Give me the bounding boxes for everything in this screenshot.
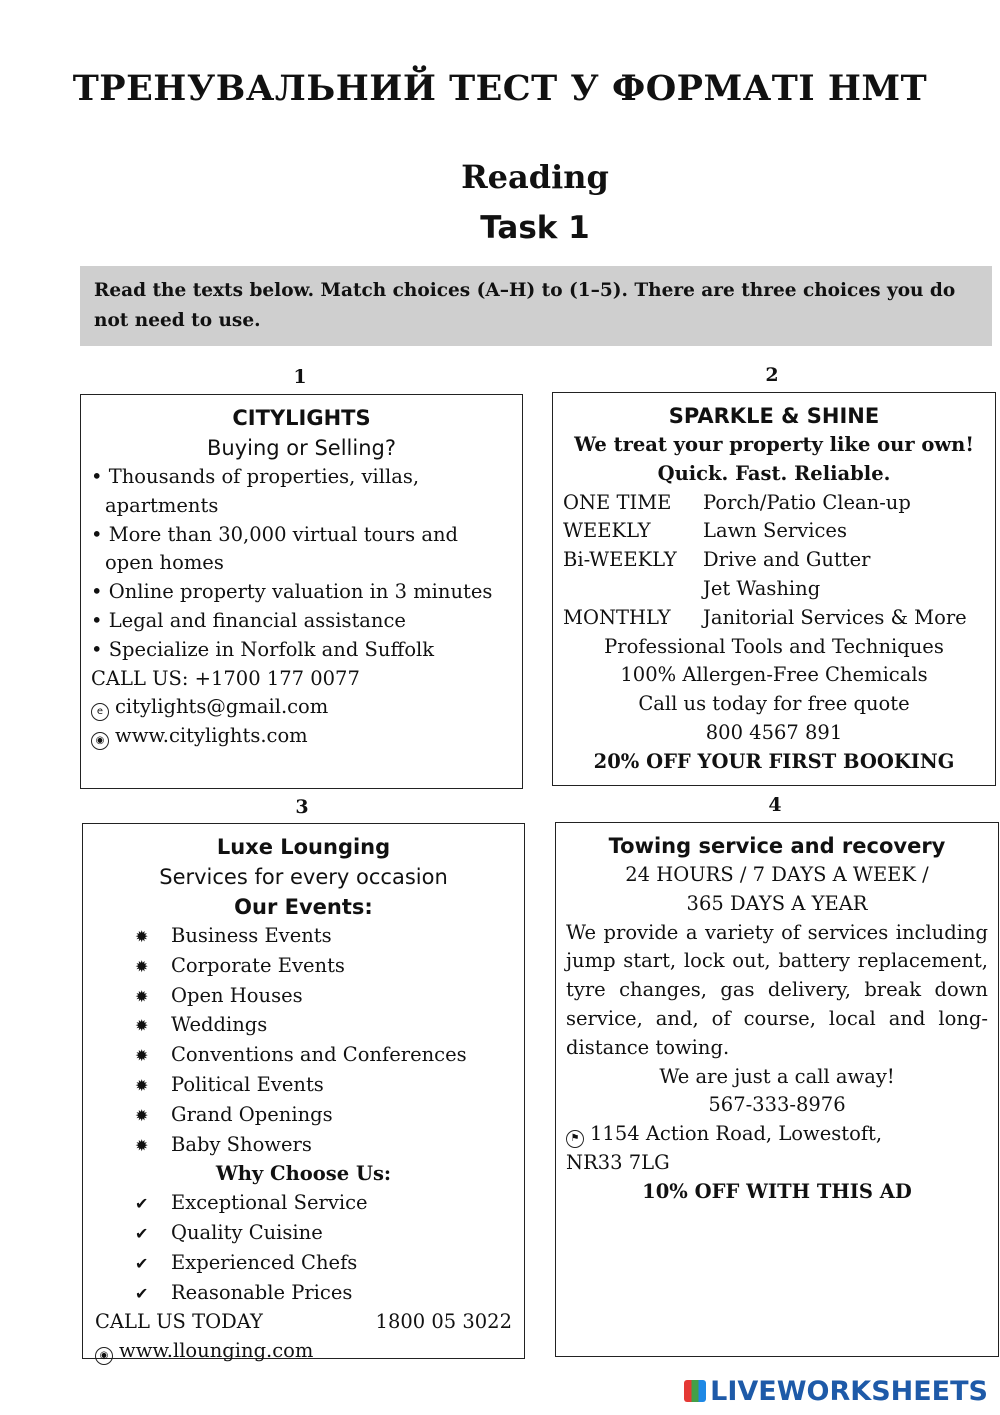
phone-text: 800 4567 891 (705, 720, 843, 744)
ad-slogan: Quick. Fast. Reliable. (657, 461, 891, 485)
globe-icon: ◉ (95, 1347, 113, 1365)
email-icon: e (91, 703, 109, 721)
flower-bullet-icon: ✹ (135, 986, 149, 1006)
ad-number: 2 (765, 364, 779, 386)
schedule-row: ONE TIME Porch/Patio Clean-up (563, 490, 911, 514)
ad-number: 3 (295, 796, 309, 818)
ad-subtitle: Buying or Selling? (207, 436, 396, 460)
ad-sparkle-shine (552, 392, 996, 786)
checkmark-icon: ✔ (135, 1253, 149, 1273)
ad-citylights (80, 394, 523, 789)
list-item: ✔ Reasonable Prices (95, 1279, 512, 1309)
web-line: ◉ www.llounging.com (95, 1337, 512, 1366)
why-heading: Why Choose Us: (215, 1162, 392, 1186)
list-item: ✹ Conventions and Conferences (95, 1041, 512, 1071)
instruction-bar: Read the texts below. Match choices (A–H) to (1–5). There are three choices you do not need to use. (80, 266, 992, 346)
phone-text: 567-333-8976 (708, 1093, 846, 1117)
page-title: ТРЕНУВАЛЬНИЙ ТЕСТ У ФОРМАТІ НМТ (72, 68, 928, 109)
events-heading: Our Events: (234, 895, 373, 919)
list-item: ✹ Grand Openings (95, 1101, 512, 1131)
list-item: ✹ Political Events (95, 1071, 512, 1101)
checkmark-icon: ✔ (135, 1223, 149, 1243)
ad-text: We are just a call away! (659, 1064, 895, 1088)
flower-bullet-icon: ✹ (135, 956, 149, 976)
list-item: ✹ Business Events (95, 922, 512, 952)
flower-bullet-icon: ✹ (135, 1105, 149, 1125)
ad-title: CITYLIGHTS (232, 406, 371, 430)
ad-text: 100% Allergen-Free Chemicals (620, 663, 928, 687)
list-item: ✔ Quality Cuisine (95, 1219, 512, 1249)
schedule-row: MONTHLY Janitorial Services & More (563, 605, 967, 629)
hours-text: 365 DAYS A YEAR (686, 891, 868, 915)
ad-luxe-lounging (82, 823, 525, 1363)
flower-bullet-icon: ✹ (135, 1075, 149, 1095)
ad-title: Towing service and recovery (608, 834, 946, 858)
task-heading: Task 1 (480, 210, 590, 246)
ad-text: Call us today for free quote (638, 692, 910, 716)
list-item: ✔ Experienced Chefs (95, 1249, 512, 1279)
section-heading: Reading (461, 158, 609, 196)
ad-number: 1 (293, 366, 307, 388)
flower-bullet-icon: ✹ (135, 1046, 149, 1066)
flower-bullet-icon: ✹ (135, 1016, 149, 1036)
location-icon: ⚑ (566, 1130, 584, 1148)
ad-number: 4 (768, 794, 782, 816)
list-item: ✹ Corporate Events (95, 952, 512, 982)
globe-icon: ◉ (91, 732, 109, 750)
ad-title: SPARKLE & SHINE (668, 404, 880, 428)
web-line: ◉ www.citylights.com (91, 722, 512, 751)
list-item: ✹ Open Houses (95, 982, 512, 1012)
schedule-row: Bi-WEEKLY Drive and Gutter Jet Washing (563, 548, 871, 600)
logo-icon (684, 1380, 706, 1402)
flower-bullet-icon: ✹ (135, 1135, 149, 1155)
list-item: • Specialize in Norfolk and Suffolk (91, 637, 435, 661)
list-item: ✹ Baby Showers (95, 1131, 512, 1161)
list-item: • Legal and financial assistance (91, 608, 406, 632)
list-item: • More than 30,000 virtual tours and open homes (91, 522, 459, 575)
ad-towing (555, 822, 999, 1357)
liveworksheets-logo: LIVEWORKSHEETS (684, 1376, 988, 1407)
ad-subtitle: Services for every occasion (159, 865, 448, 889)
list-item: • Online property valuation in 3 minutes (91, 580, 493, 604)
address-line: ⚑ 1154 Action Road, Lowestoft, NR33 7LG (566, 1122, 883, 1174)
call-line: CALL US TODAY 1800 05 3022 (95, 1310, 512, 1334)
list-item: ✹ Weddings (95, 1011, 512, 1041)
schedule-row: WEEKLY Lawn Services (563, 519, 847, 543)
email-line: e citylights@gmail.com (91, 693, 512, 722)
list-item: ✔ Exceptional Service (95, 1189, 512, 1219)
checkmark-icon: ✔ (135, 1194, 149, 1214)
flower-bullet-icon: ✹ (135, 927, 149, 946)
list-item: • Thousands of properties, villas, apartments (91, 465, 420, 517)
hours-text: 24 HOURS / 7 DAYS A WEEK / (625, 863, 929, 886)
ad-tagline: We treat your property like our own! (574, 433, 974, 456)
offer-text: 20% OFF YOUR FIRST BOOKING (593, 749, 955, 773)
checkmark-icon: ✔ (135, 1283, 149, 1303)
ad-text: Professional Tools and Techniques (604, 634, 944, 658)
offer-text: 10% OFF WITH THIS AD (642, 1179, 912, 1203)
phone-text: CALL US: +1700 177 0077 (91, 666, 360, 690)
ad-title: Luxe Lounging (216, 835, 391, 859)
ad-body: We provide a variety of services including jump start, lock out, battery replacement, tyre changes, gas delivery, break down service, and, of course, local and long-distance towing. (566, 920, 988, 1059)
